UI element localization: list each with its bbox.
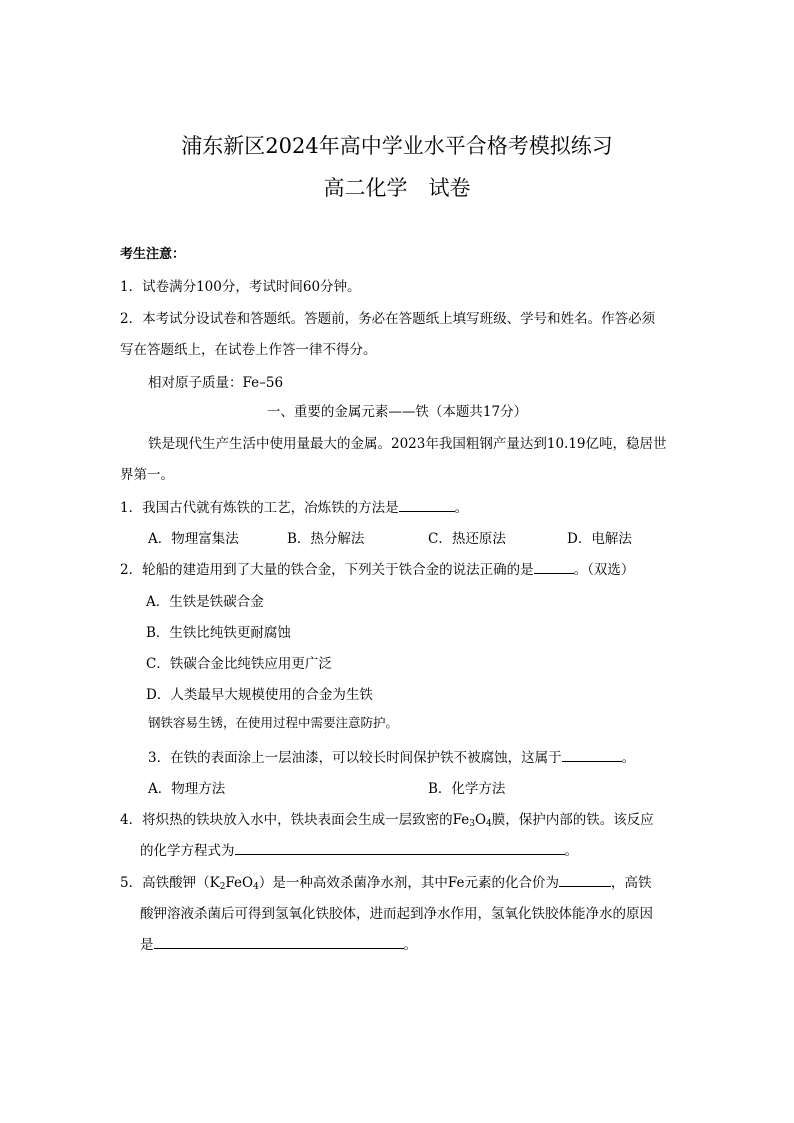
question-2-option-a: A．生铁是铁碳合金 <box>146 594 264 610</box>
question-2-stem: 2．轮船的建造用到了大量的铁合金，下列关于铁合金的说法正确的是 <box>120 562 534 578</box>
notice-item-1: 1．试卷满分100分，考试时间60分钟。 <box>120 279 361 295</box>
question-5-text-b: FeO <box>225 875 254 891</box>
question-2-end: 。（双选） <box>573 562 635 578</box>
page-title: 浦东新区2024年高中学业水平合格考模拟练习 <box>181 134 613 158</box>
question-4-text-d: 的化学方程式为 <box>140 843 235 859</box>
atomic-mass-note: 相对原子质量：Fe–56 <box>148 375 284 391</box>
question-2-answer-blank[interactable] <box>534 559 574 574</box>
question-5-subscript-2: 2 <box>219 882 226 892</box>
question-5-text-a: 5．高铁酸钾（K <box>120 875 220 891</box>
question-5-line-3 <box>140 933 417 953</box>
question-4-line-2 <box>140 839 578 859</box>
question-3-option-b: B．化学方法 <box>428 781 506 797</box>
notice-item-2-line-2: 写在答题纸上，在试卷上作答一律不得分。 <box>120 342 377 358</box>
question-5-line-2: 酸钾溶液杀菌后可得到氢氧化铁胶体，进而起到净水作用，氢氧化铁胶体能净水的原因 <box>140 906 653 922</box>
question-2-option-b: B．生铁比纯铁更耐腐蚀 <box>146 625 291 641</box>
question-2 <box>120 558 634 578</box>
question-4-answer-blank[interactable] <box>235 840 565 855</box>
intro-line-2: 界第一。 <box>120 467 174 483</box>
question-1-answer-blank[interactable] <box>399 497 455 512</box>
question-4-subscript-4: 4 <box>486 819 492 829</box>
question-1-option-a: A．物理富集法 <box>148 531 239 547</box>
question-1-end: 。 <box>454 500 469 516</box>
question-3 <box>148 746 635 766</box>
question-3-option-a: A．物理方法 <box>148 781 226 797</box>
notice-heading: 考生注意： <box>120 247 186 262</box>
question-5-subscript-4: 4 <box>253 882 259 892</box>
question-5-end: 。 <box>403 937 417 953</box>
rust-note: 钢铁容易生锈，在使用过程中需要注意防护。 <box>148 715 399 730</box>
question-1-option-b: B．热分解法 <box>287 531 365 547</box>
question-5-text-e: 是 <box>140 937 154 953</box>
question-5-text-d: ，高铁 <box>610 875 652 891</box>
notice-item-2-line-1: 2．本考试分设试卷和答题纸。答题前，务必在答题纸上填写班级、学号和姓名。作答必须 <box>120 311 656 327</box>
question-4-text-b: O <box>474 812 487 828</box>
intro-line-1: 铁是现代生产生活中使用量最大的金属。2023年我国粗钢产量达到10.19亿吨，稳居世 <box>148 436 667 452</box>
question-3-stem: 3．在铁的表面涂上一层油漆，可以较长时间保护铁不被腐蚀，这属于 <box>148 750 562 766</box>
question-4-text-c: 膜，保护内部的铁。该反应 <box>491 812 654 828</box>
question-4-subscript-3: 3 <box>469 819 475 829</box>
page-subtitle: 高二化学 试卷 <box>323 176 471 200</box>
question-2-option-c: C．铁碳合金比纯铁应用更广泛 <box>146 656 332 672</box>
question-4-text-a: 4．将炽热的铁块放入水中，铁块表面会生成一层致密的Fe <box>120 812 470 828</box>
question-1-option-d: D．电解法 <box>567 531 632 547</box>
section-1-heading: 一、重要的金属元素——铁（本题共17分） <box>266 404 528 420</box>
question-5-line-1 <box>120 871 651 892</box>
question-3-answer-blank[interactable] <box>562 747 622 762</box>
question-4-end: 。 <box>564 843 578 859</box>
question-5-reason-blank[interactable] <box>154 934 404 949</box>
question-5-text-c: ）是一种高效杀菌净水剂，其中Fe元素的化合价为 <box>258 875 559 891</box>
question-1-option-c: C．热还原法 <box>428 531 506 547</box>
question-3-end: 。 <box>621 750 636 766</box>
question-1 <box>120 496 468 516</box>
question-2-option-d: D．人类最早大规模使用的合金为生铁 <box>146 687 373 703</box>
question-5-valence-blank[interactable] <box>559 872 611 887</box>
question-4-line-1 <box>120 808 654 829</box>
question-1-stem: 1．我国古代就有炼铁的工艺，冶炼铁的方法是 <box>120 500 399 516</box>
